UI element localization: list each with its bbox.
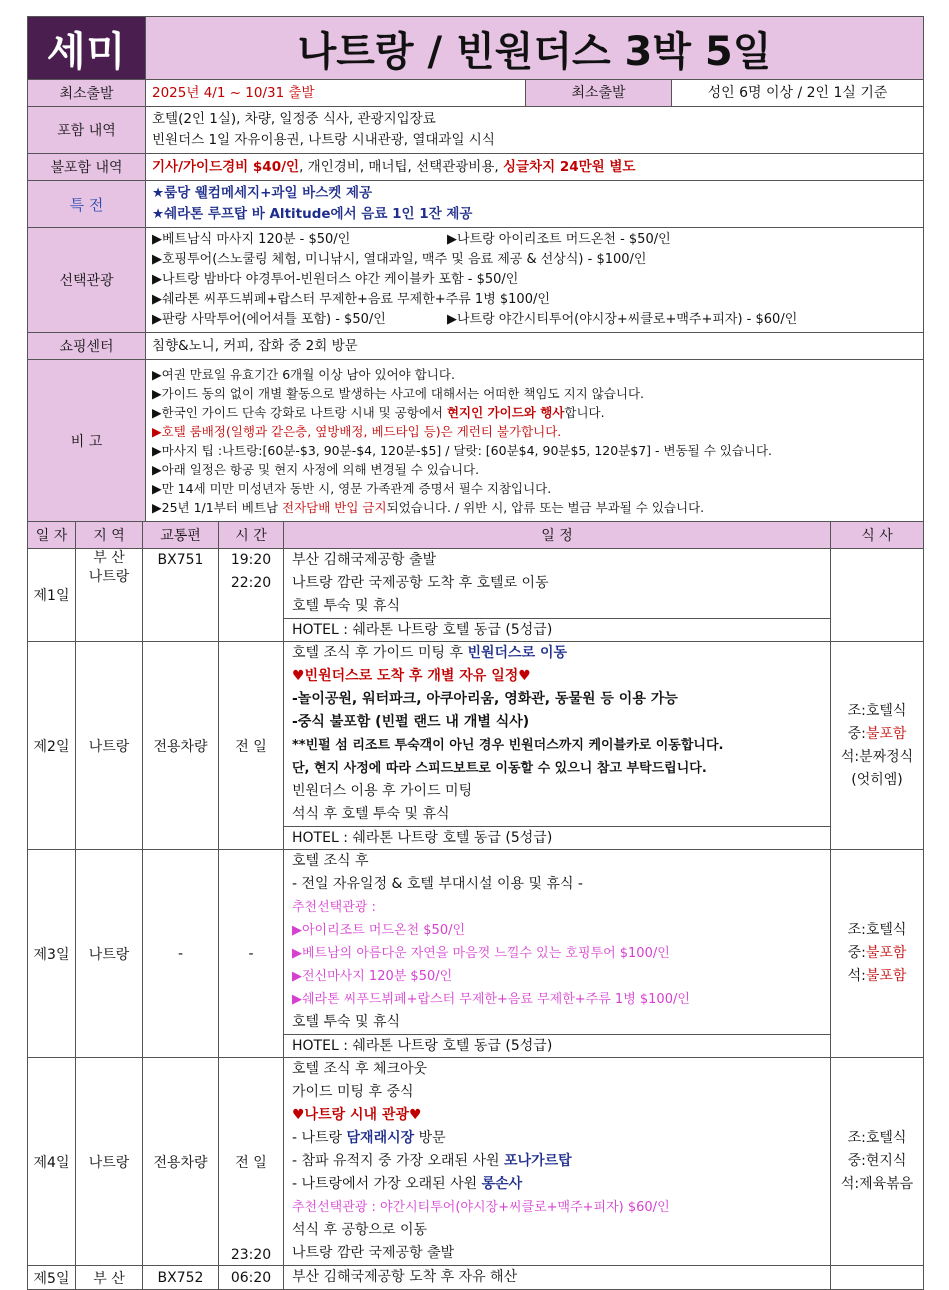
min-people-cell <box>526 80 924 107</box>
optional-label: 선택관광 <box>28 228 146 333</box>
itinerary-line: 석식 후 호텔 투숙 및 휴식 <box>292 806 450 822</box>
header-day: 일 자 <box>28 522 76 549</box>
transport: - <box>143 850 219 1058</box>
flight-number: BX751 <box>143 549 219 642</box>
remark-item: ▶호텔 룸배정(일행과 같은층, 옆방배정, 베드타입 등)은 게런티 불가합니다. <box>152 423 562 439</box>
itinerary-line <box>284 1150 830 1173</box>
time-cell <box>219 549 284 642</box>
benefits-label: 특 전 <box>28 181 146 228</box>
min-departure-label-2: 최소출발 <box>526 80 672 106</box>
itinerary-line <box>284 1173 830 1196</box>
time: 06:20 <box>219 1266 284 1290</box>
day-row-2 <box>28 642 924 850</box>
meal-dinner-place: (엇히엠) <box>851 771 903 788</box>
header-meals: 식 사 <box>831 522 924 549</box>
itinerary-cell <box>284 850 831 1058</box>
meal-excluded: 불포함 <box>865 968 907 984</box>
itinerary-cell <box>284 549 831 642</box>
remark-text: ▶25년 1/1부터 베트남 <box>152 499 283 515</box>
meal-dinner: 석:제육볶음 <box>840 1176 914 1192</box>
itinerary-line: 추천선택관광 : <box>292 900 376 915</box>
meal-cell <box>831 549 924 642</box>
itinerary-text: 호텔 조식 후 가이드 미팅 후 <box>292 645 468 661</box>
remarks-list <box>146 360 924 522</box>
meal-breakfast: 조:호텔식 <box>847 922 907 938</box>
optional-row: ▶호핑투어(스노쿨링 체험, 미니낚시, 열대과일, 맥주 및 음료 제공 & 선상식) - $100/인 <box>152 252 647 267</box>
itinerary-line: 단, 현지 사정에 따라 스피드보트로 이동할 수 있으니 참고 부탁드립니다. <box>292 761 707 776</box>
day-row-4 <box>28 1058 924 1266</box>
time-cell <box>219 1058 284 1266</box>
itinerary-line: 추천선택관광 : 야간시티투어(야시장+씨클로+맥주+피자) $60/인 <box>292 1200 670 1215</box>
itinerary-line <box>284 642 830 665</box>
remark-item <box>152 403 917 422</box>
optional-item: ▶나트랑 아이리조트 머드온천 - $50/인 <box>447 232 671 247</box>
itinerary-line: ▶베트남의 아름다운 자연을 마음껏 느낄수 있는 호핑투어 $100/인 <box>292 946 670 961</box>
flight-number: BX752 <box>143 1266 219 1290</box>
itinerary-line: ♥나트랑 시내 관광♥ <box>292 1107 422 1123</box>
itinerary-text: - 참파 유적지 중 가장 오래된 사원 <box>292 1153 505 1169</box>
remark-text: ▶한국인 가이드 단속 강화로 나트랑 시내 및 공항에서 <box>152 404 447 420</box>
time: 전 일 <box>235 1154 267 1171</box>
benefit-2: ★쉐라톤 루프탑 바 Altitude에서 음료 1인 1잔 제공 <box>152 206 473 222</box>
itinerary-cell <box>284 642 831 850</box>
meal-lunch: 중:현지식 <box>847 1153 907 1169</box>
region: 나트랑 <box>88 569 130 585</box>
guide-fee: 기사/가이드경비 $40/인 <box>152 158 300 175</box>
meal-breakfast: 조:호텔식 <box>847 702 907 719</box>
itinerary-line: 호텔 조식 후 체크아웃 <box>292 1061 428 1077</box>
itinerary-text: - 나트랑 <box>292 1130 347 1146</box>
meal-dinner: 석:분짜정식 <box>840 748 914 765</box>
optional-row <box>152 310 917 330</box>
itinerary-highlight: 롱손사 <box>481 1176 523 1192</box>
region: 부 산 <box>76 1266 143 1290</box>
remark-text: 되었습니다. / 위반 시, 압류 또는 벌금 부과될 수 있습니다. <box>386 499 705 515</box>
transport: 전용차량 <box>143 642 219 850</box>
optional-item: ▶베트남식 마사지 120분 - $50/인 <box>152 232 351 247</box>
remark-text: 합니다. <box>564 404 605 420</box>
itinerary-line: -중식 불포함 (빈펄 랜드 내 개별 식사) <box>292 714 530 730</box>
optional-row: ▶쉐라톤 씨푸드뷔페+랍스터 무제한+음료 무제한+주류 1병 $100/인 <box>152 292 550 307</box>
itinerary-text: - 나트랑에서 가장 오래된 사원 <box>292 1176 482 1192</box>
itinerary-line: 부산 김해국제공항 출발 <box>292 552 437 568</box>
remark-item: ▶만 14세 미만 미성년자 동반 시, 영문 가족관계 증명서 필수 지참입니다. <box>152 480 552 496</box>
time: 23:20 <box>230 1247 272 1263</box>
day-label: 제1일 <box>28 549 76 642</box>
single-charge: 싱글차지 24만원 별도 <box>502 158 636 175</box>
itinerary-highlight: 담재래시장 <box>346 1130 415 1146</box>
excluded-misc: , 개인경비, 매너팁, 선택관광비용, <box>299 158 503 175</box>
excluded-label: 불포함 내역 <box>28 154 146 181</box>
min-people: 성인 6명 이상 / 2인 1실 기준 <box>707 85 888 101</box>
min-departure-label: 최소출발 <box>28 80 146 107</box>
meal-prefix: 중: <box>847 945 866 961</box>
header-time: 시 간 <box>219 522 284 549</box>
transport: 전용차량 <box>143 1058 219 1266</box>
remark-highlight: 현지인 가이드와 행사 <box>446 404 565 420</box>
itinerary-cell <box>284 1058 831 1266</box>
optional-tours <box>146 228 924 333</box>
itinerary-line: 호텔 투숙 및 휴식 <box>292 598 401 614</box>
header-schedule: 일 정 <box>284 522 831 549</box>
remark-item: ▶아래 일정은 항공 및 현지 사정에 의해 변경될 수 있습니다. <box>152 461 480 477</box>
schedule-header <box>28 522 924 549</box>
itinerary-line: 석식 후 공항으로 이동 <box>292 1222 428 1238</box>
region: 나트랑 <box>76 1058 143 1266</box>
region: 나트랑 <box>76 642 143 850</box>
itinerary-highlight: 포나가르탑 <box>504 1153 572 1169</box>
hotel-line: HOTEL : 쉐라톤 나트랑 호텔 동급 (5성급) <box>284 1034 830 1057</box>
itinerary-line: 호텔 조식 후 <box>292 853 369 869</box>
itinerary-text: 방문 <box>414 1130 446 1146</box>
info-table <box>27 16 924 522</box>
departure-period: 2025년 4/1 ~ 10/31 출발 <box>146 80 526 107</box>
meal-cell <box>831 1058 924 1266</box>
itinerary-line: 나트랑 깜란 국제공항 출발 <box>292 1245 455 1261</box>
included-line-2: 빈원더스 1일 자유이용권, 나트랑 시내관광, 열대과일 시식 <box>152 132 495 148</box>
region-cell <box>76 549 143 642</box>
meal-lunch <box>831 942 923 965</box>
itinerary-line: - 전일 자유일정 & 호텔 부대시설 이용 및 휴식 - <box>292 876 583 892</box>
time: 22:20 <box>230 575 272 591</box>
remark-item: ▶마사지 팁 :나트랑:[60분-$3, 90분-$4, 120분-$5] / 달랏: [60분$4, 90분$5, 120분$7] - 변동될 수 있습니다. <box>152 442 773 458</box>
itinerary-highlight: 빈원더스로 이동 <box>467 645 568 661</box>
itinerary-line: 나트랑 깜란 국제공항 도착 후 호텔로 이동 <box>292 575 549 591</box>
itinerary-line: ♥빈원더스로 도착 후 개별 자유 일정♥ <box>292 668 531 684</box>
meal-excluded: 불포함 <box>865 945 907 961</box>
benefit-1: ★룸당 웰컴메세지+과일 바스켓 제공 <box>152 185 373 201</box>
schedule-table <box>27 521 924 1290</box>
shopping-label: 쇼핑센터 <box>28 333 146 360</box>
day-label: 제2일 <box>28 642 76 850</box>
region: 부 산 <box>93 550 125 566</box>
itinerary-line: -놀이공원, 워터파크, 아쿠아리움, 영화관, 동물원 등 이용 가능 <box>292 691 678 707</box>
meal-excluded: 불포함 <box>865 725 907 742</box>
hotel-line: HOTEL : 쉐라톤 나트랑 호텔 동급 (5성급) <box>284 618 830 641</box>
page-title: 나트랑 / 빈원더스 3박 5일 <box>146 17 924 80</box>
day-row-1 <box>28 549 924 642</box>
remark-highlight: 전자담배 반입 금지 <box>282 499 387 515</box>
remark-item <box>152 498 917 517</box>
itinerary-line: 빈원더스 이용 후 가이드 미팅 <box>292 783 473 799</box>
optional-row <box>152 230 917 250</box>
itinerary-line: 가이드 미팅 후 중식 <box>292 1084 414 1100</box>
day-label: 제4일 <box>28 1058 76 1266</box>
remarks-label: 비 고 <box>28 360 146 522</box>
remark-item: ▶가이드 동의 없이 개별 활동으로 발생하는 사고에 대해서는 어떠한 책임도 지지 않습니다. <box>152 385 644 401</box>
meal-dinner <box>831 965 923 988</box>
benefits-list <box>146 181 924 228</box>
header-transport: 교통편 <box>143 522 219 549</box>
day-label: 제5일 <box>28 1266 76 1290</box>
time: 전 일 <box>219 642 284 850</box>
meal-breakfast: 조:호텔식 <box>847 1130 907 1146</box>
optional-row: ▶나트랑 밤바다 야경투어-빈원더스 야간 케이블카 포함 - $50/인 <box>152 272 519 287</box>
itinerary-line: 부산 김해국제공항 도착 후 자유 해산 <box>284 1266 831 1290</box>
meal-cell <box>831 850 924 1058</box>
itinerary-line: ▶전신마사지 120분 $50/인 <box>292 969 453 984</box>
hotel-line: HOTEL : 쉐라톤 나트랑 호텔 동급 (5성급) <box>284 826 830 849</box>
region: 나트랑 <box>76 850 143 1058</box>
excluded-text <box>146 154 924 181</box>
meal-cell <box>831 642 924 850</box>
meal-prefix: 석: <box>847 968 866 984</box>
shopping-text: 침향&노니, 커피, 잡화 중 2회 방문 <box>146 333 924 360</box>
itinerary-line <box>284 1127 830 1150</box>
included-line-1: 호텔(2인 1실), 차량, 일정중 식사, 관광지입장료 <box>152 111 436 127</box>
day-row-5 <box>28 1266 924 1290</box>
day-row-3 <box>28 850 924 1058</box>
itinerary-line: **빈펄 섬 리조트 투숙객이 아닌 경우 빈원더스까지 케이블카로 이동합니다. <box>292 738 724 753</box>
company-logo: 세미 <box>28 17 146 80</box>
meal-prefix: 중: <box>847 725 866 742</box>
optional-item: ▶판랑 사막투어(에어셔틀 포함) - $50/인 <box>152 312 386 327</box>
itinerary-line: 호텔 투숙 및 휴식 <box>292 1014 401 1030</box>
optional-item: ▶나트랑 야간시티투어(야시장+씨클로+맥주+피자) - $60/인 <box>447 312 798 327</box>
itinerary-line: ▶아이리조트 머드온천 $50/인 <box>292 923 466 938</box>
header-region: 지 역 <box>76 522 143 549</box>
meal-cell <box>831 1266 924 1290</box>
itinerary-sheet <box>27 16 923 1290</box>
itinerary-line: ▶쉐라톤 씨푸드뷔페+랍스터 무제한+음료 무제한+주류 1병 $100/인 <box>292 992 690 1007</box>
meal-lunch <box>831 723 923 746</box>
day-label: 제3일 <box>28 850 76 1058</box>
remark-item: ▶여권 만료일 유효기간 6개월 이상 남아 있어야 합니다. <box>152 366 455 382</box>
time: 19:20 <box>230 552 272 568</box>
included-label: 포함 내역 <box>28 107 146 154</box>
included-list <box>146 107 924 154</box>
time: - <box>219 850 284 1058</box>
